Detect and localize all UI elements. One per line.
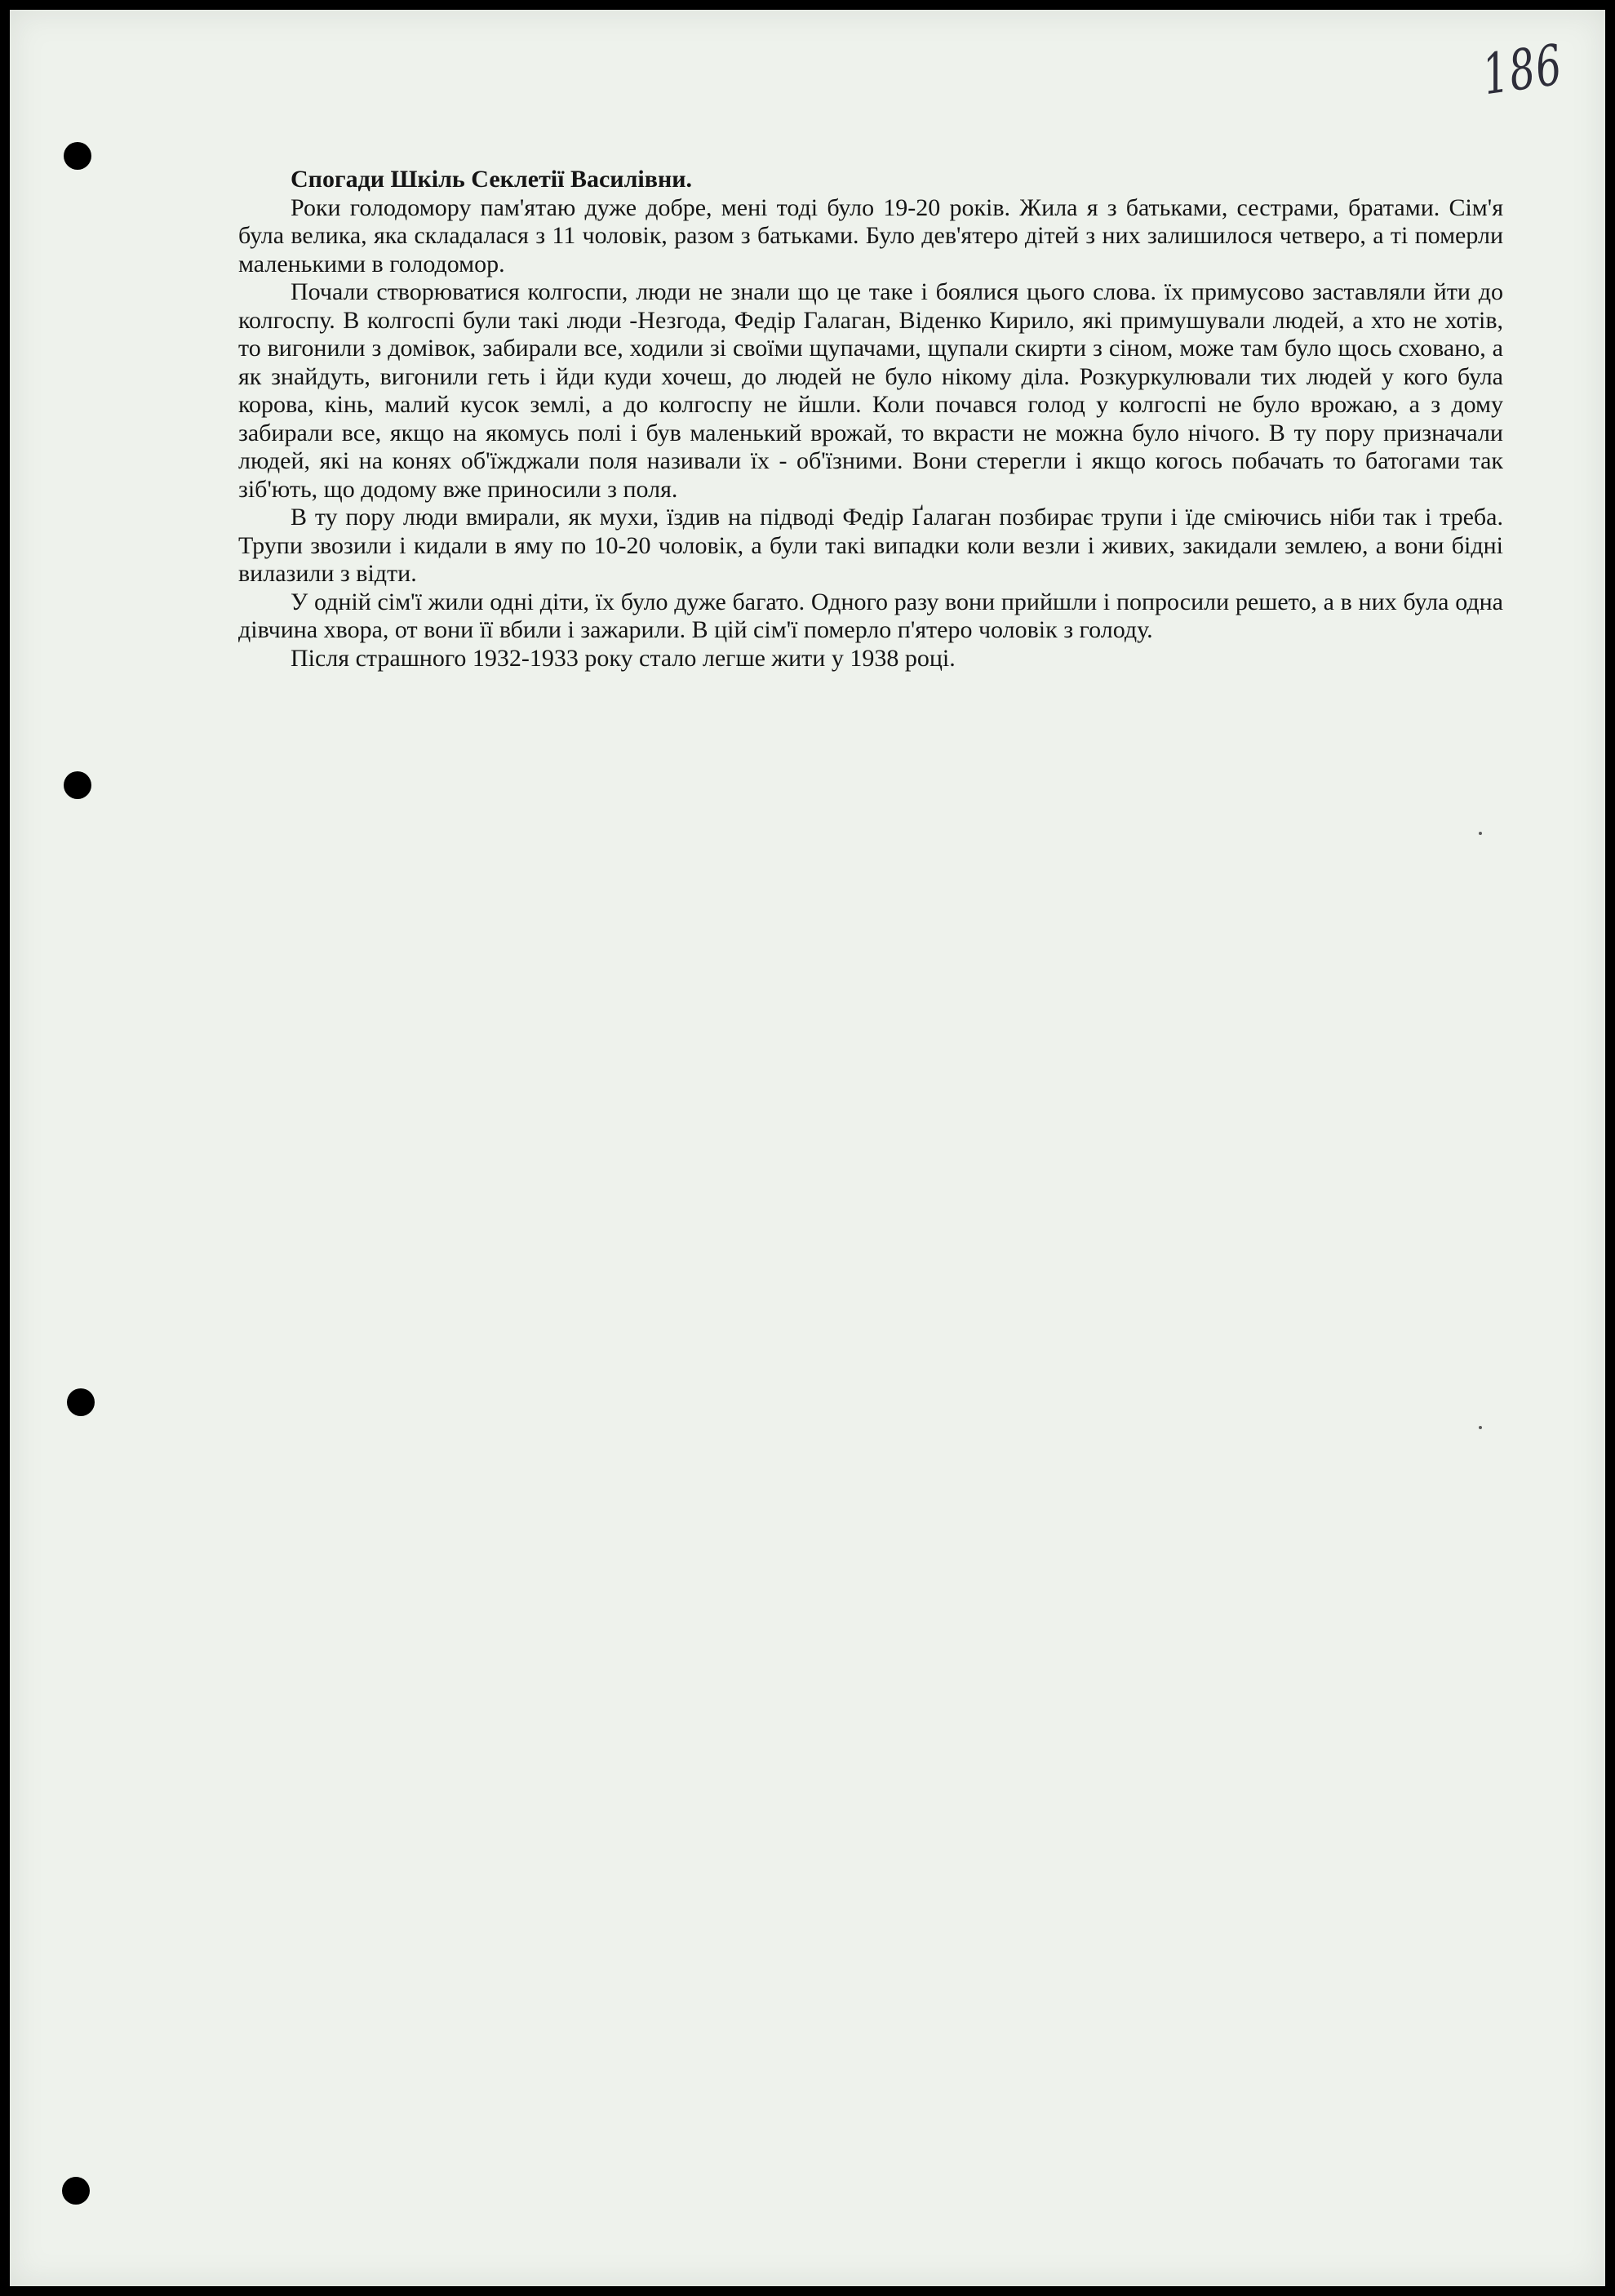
paragraph-4: У одній сім'ї жили одні діти, їх було дуже багато. Одного разу вони прийшли і попросили решето, а в них була одна дівчина хвора, от вони її вбили і зажарили. В цій сім'ї померло п'ятеро чоловік з голоду.: [238, 588, 1503, 643]
paragraph-3: В ту пору люди вмирали, як мухи, їздив на підводі Федір Ґалаган позбирає трупи і їде сміючись ніби так і треба. Трупи звозили і кидали в яму по 10-20 чоловік, а були такі випадки коли везли і живих, закидали землею, а вони бідні вилазили з відти.: [238, 504, 1503, 587]
punch-hole: [64, 142, 91, 170]
punch-hole: [62, 2177, 90, 2205]
memoir-text: [238, 166, 1503, 673]
paragraph-5: Після страшного 1932-1933 року стало легше жити у 1938 році.: [291, 644, 956, 672]
paragraph-2: Почали створюватися колгоспи, люди не знали що це таке і боялися цього слова. їх примусово заставляли йти до колгоспу. В колгоспі були такі люди -Незгода, Федір Галаган, Віденко Кирило, які примушували людей, а хто не хотів, то вигонили з домівок, забирали все, ходили зі своїми щупачами, щупали скирти з сіном, може там було щось сховано, а як знайдуть, вигонили геть і йди куди хочеш, до людей не було нікому діла. Розкуркулювали тих людей у кого була корова, кінь, малий кусок землі, а до колгоспу не йшли. Коли почався голод у колгоспі не було врожаю, а з дому забирали все, якщо на якомусь полі і був маленький врожай, то вкрасти не можна було нічого. В ту пору призначали людей, які на конях об'їжджали поля називали їх - об'їзними. Вони стерегли і якщо когось побачать то батогами так зіб'ють, що додому вже приносили з поля.: [238, 278, 1503, 503]
handwritten-page-number: 186: [1479, 33, 1567, 109]
document-title: Спогади Шкіль Секлетії Василівни.: [291, 166, 693, 193]
paragraph-1: Роки голодомору пам'ятаю дуже добре, мені тоді було 19-20 років. Жила я з батьками, сестрами, братами. Сім'я була велика, яка складалася з 11 чоловік, разом з батьками. Було дев'ятеро дітей з них залишилося четверо, а ті померли маленькими в голодомор.: [238, 193, 1503, 278]
document-page: [10, 10, 1605, 2286]
punch-hole: [64, 771, 91, 799]
paper-speck: [1479, 1426, 1482, 1429]
paper-speck: [1479, 832, 1482, 835]
punch-hole: [67, 1388, 95, 1416]
